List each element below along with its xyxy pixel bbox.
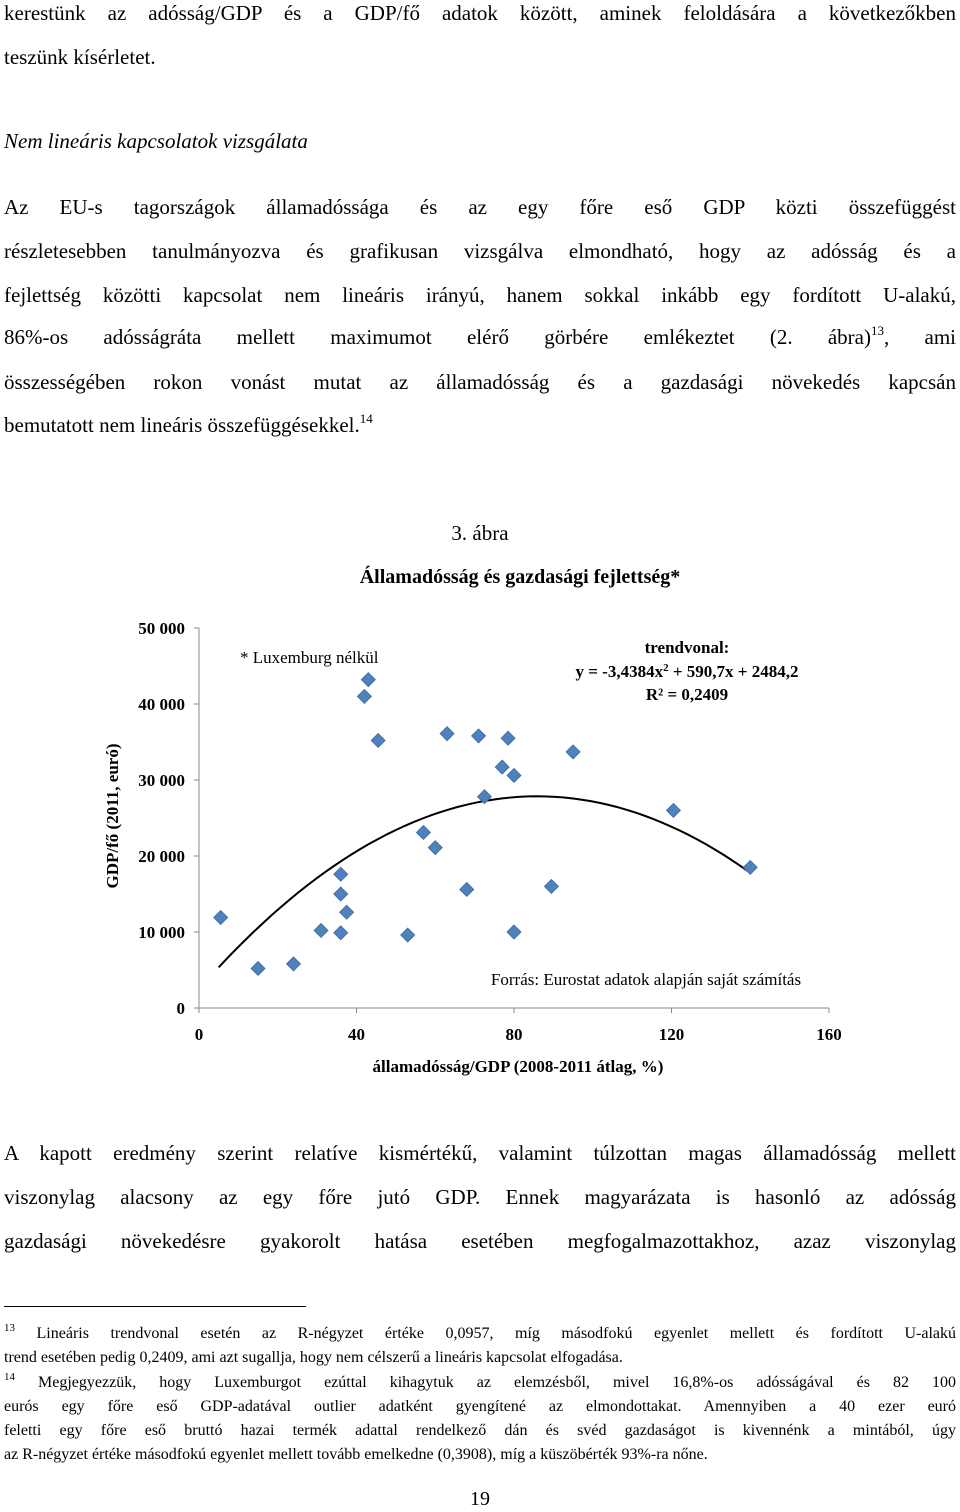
trend-curve <box>219 796 751 967</box>
y-tick-label: 50 000 <box>138 619 185 638</box>
footnote-text: Lineáris trendvonal esetén az R-négyzet értéke 0,0957, míg másodfokú egyenlet mellett és fordított U-alakú <box>36 1325 957 1342</box>
trend-equation-exponent: 2 <box>663 662 669 674</box>
data-point <box>334 926 348 940</box>
data-point <box>460 882 474 896</box>
data-point <box>544 879 558 893</box>
trend-equation-part: y = -3,4384x <box>575 662 664 681</box>
body-text-line: kerestünk az adósság/GDP és a GDP/fő adatok között, aminek feloldására a következőkben <box>4 1 956 25</box>
body-text-segment: 86%-os adósságráta mellett maximumot elérő görbére emlékeztet (2. ábra) <box>4 325 871 349</box>
chart-source: Forrás: Eurostat adatok alapján saját számítás <box>490 970 802 989</box>
data-point <box>334 867 348 881</box>
x-axis-title: államadósság/GDP (2008-2011 átlag, %) <box>372 1057 664 1076</box>
data-point <box>361 673 375 687</box>
footnote-ref: 14 <box>359 411 373 426</box>
chart-note: * Luxemburg nélkül <box>240 648 379 667</box>
section-heading: Nem lineáris kapcsolatok vizsgálata <box>4 129 308 153</box>
page-number: 19 <box>470 1488 490 1510</box>
data-point <box>340 905 354 919</box>
footnote-line: trend esetében pedig 0,2409, ami azt sugallja, hogy nem célszerű a lineáris kapcsolat elfogadása. <box>4 1349 623 1366</box>
y-tick-label: 10 000 <box>138 923 185 942</box>
body-text-segment: bemutatott nem lineáris összefüggésekkel. <box>4 413 360 437</box>
data-point <box>314 923 328 937</box>
footnote-text: Megjegyezzük, hogy Luxemburgot ezúttal kihagytuk az elemzésből, mivel 16,8%-os adósságával és 82 100 <box>38 1374 957 1391</box>
data-point <box>401 928 415 942</box>
data-point <box>371 733 385 747</box>
data-point <box>416 825 430 839</box>
x-tick-label: 80 <box>505 1025 523 1044</box>
body-text-line: viszonylag alacsony az egy főre jutó GDP. Ennek magyarázata is hasonló az adósság <box>4 1185 956 1209</box>
footnote-number: 13 <box>4 1322 15 1334</box>
data-point <box>495 760 509 774</box>
data-point <box>743 860 757 874</box>
data-point <box>472 729 486 743</box>
footnote-line <box>4 1373 956 1393</box>
body-text-line: részletesebben tanulmányozva és grafikusan vizsgálva elmondható, hogy az adósság és a <box>4 239 956 263</box>
trend-r2: R² = 0,2409 <box>645 685 729 704</box>
trend-equation-part: + 590,7x + 2484,2 <box>668 662 799 681</box>
data-point <box>428 841 442 855</box>
chart-axes <box>194 628 829 1013</box>
data-point <box>287 957 301 971</box>
footnote-number: 14 <box>4 1371 15 1383</box>
data-point <box>501 731 515 745</box>
y-tick-label: 40 000 <box>138 695 185 714</box>
data-point <box>251 961 265 975</box>
y-tick-label: 0 <box>176 999 185 1018</box>
x-tick-label: 40 <box>348 1025 365 1044</box>
body-text-line: összességében rokon vonást mutat az államadósság és a gazdasági növekedés kapcsán <box>4 370 956 394</box>
y-axis-title: GDP/fő (2011, euró) <box>103 743 122 889</box>
data-point <box>666 803 680 817</box>
data-point <box>334 887 348 901</box>
data-points <box>214 673 758 976</box>
footnote-line: feletti egy főre eső bruttó hazai termék adattal rendelkező dán és svéd gazdaságot is kivennénk a mintából, úgy <box>4 1422 956 1439</box>
x-tick-label: 160 <box>816 1025 842 1044</box>
body-text-line: A kapott eredmény szerint relatíve kismértékű, valamint túlzottan magas államadósság mellett <box>4 1141 956 1165</box>
figure-title: Államadósság és gazdasági fejlettség* <box>359 566 681 588</box>
y-tick-label: 20 000 <box>138 847 185 866</box>
footnote-ref: 13 <box>870 323 884 338</box>
data-point <box>357 689 371 703</box>
body-text-line: teszünk kísérletet. <box>4 45 156 69</box>
data-point <box>507 768 521 782</box>
trend-equation <box>576 662 799 681</box>
footnote-divider <box>4 1306 306 1307</box>
data-point <box>507 925 521 939</box>
footnote-line: az R-négyzet értéke másodfokú egyenlet mellett tovább emelkedne (0,3908), míg a küszöbérték 93%-ra nőne. <box>4 1446 708 1463</box>
trend-line <box>219 796 751 967</box>
trend-label: trendvonal: <box>644 638 730 657</box>
body-text-line: fejlettség közötti kapcsolat nem lineáris irányú, hanem sokkal inkább egy fordított U-alakú, <box>4 283 956 307</box>
y-tick-label: 30 000 <box>138 771 185 790</box>
footnote-line <box>4 1324 956 1344</box>
chart-labels <box>103 619 842 1076</box>
x-tick-label: 120 <box>658 1025 685 1044</box>
data-point <box>566 745 580 759</box>
body-text-line: gazdasági növekedésre gyakorolt hatása esetében megfogalmazottakhoz, azaz viszonylag <box>4 1229 956 1253</box>
data-point <box>440 727 454 741</box>
x-tick-label: 0 <box>194 1025 204 1044</box>
figure-label: 3. ábra <box>451 521 509 545</box>
body-text-line: Az EU-s tagországok államadóssága és az egy főre eső GDP közti összefüggést <box>4 195 956 219</box>
body-text-segment: , ami <box>883 325 956 349</box>
data-point <box>214 911 228 925</box>
footnote-line: eurós egy főre eső GDP-adatával outlier adatként gyengítené az elmondottakat. Amennyiben a 40 ezer euró <box>4 1398 956 1415</box>
